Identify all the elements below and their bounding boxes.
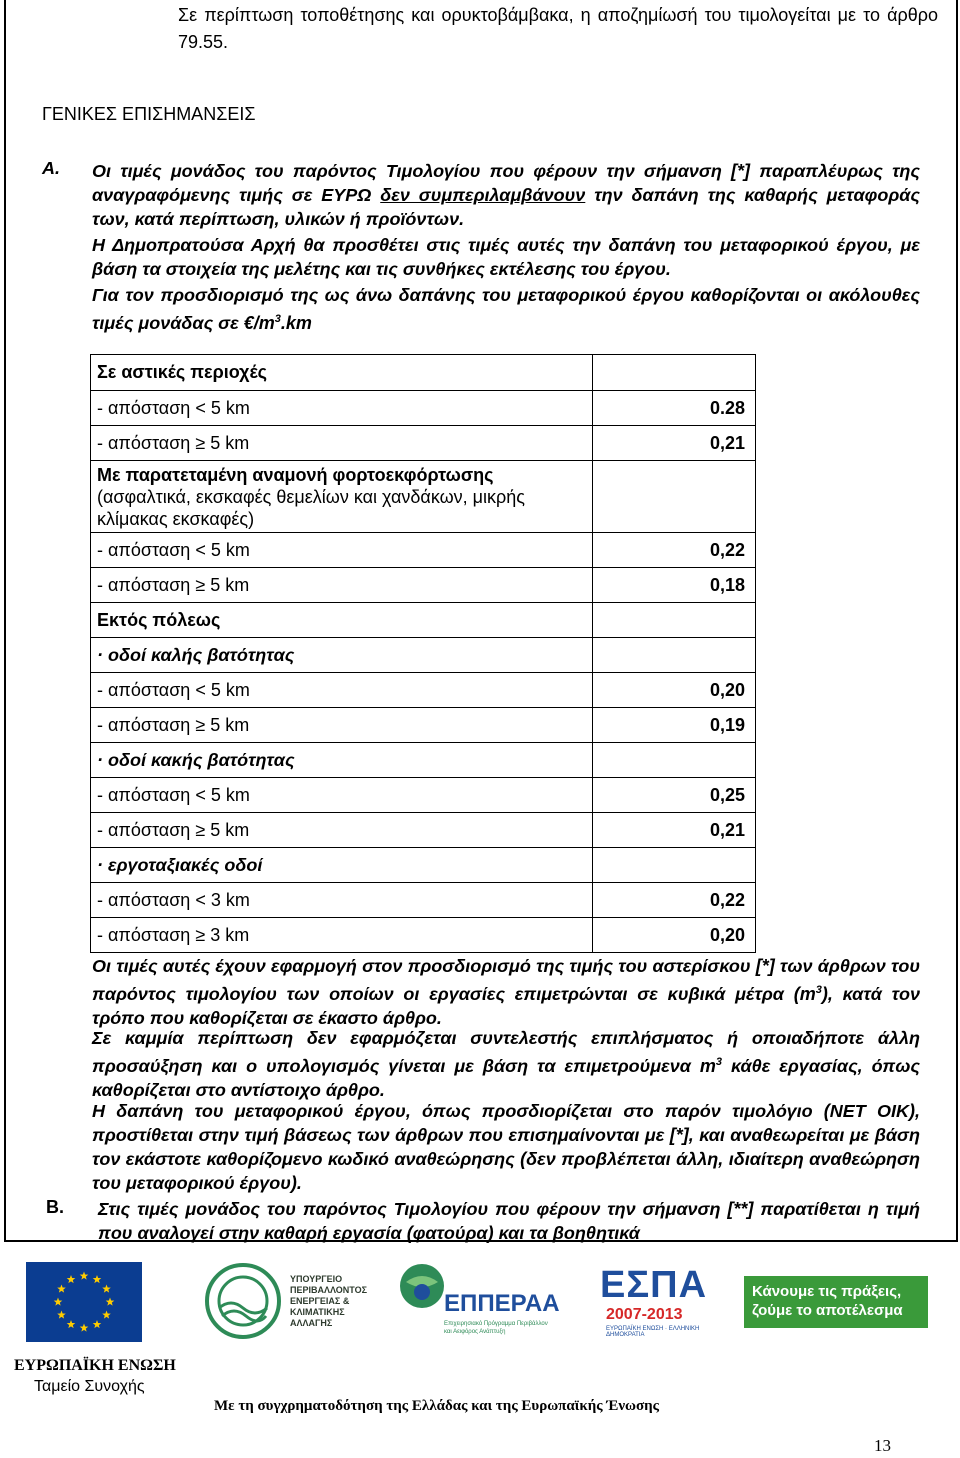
- section-a-paragraph-1: Οι τιμές μονάδος του παρόντος Τιμολογίου που φέρουν την σήμανση [*] παραπλέυρως της αναγραφόμενης τιμής σε ΕΥΡΩ δεν συμπεριλαμβάνουν την δαπάνη της καθαρής μεταφοράς των, κατά περίπτωση, υλικών ή προϊόντων.: [92, 161, 920, 229]
- table-row: [91, 461, 756, 533]
- transport-rates-table: [90, 354, 756, 953]
- environment-emblem-icon: [204, 1262, 282, 1340]
- table-row: [91, 603, 756, 638]
- page-number: 13: [874, 1436, 891, 1455]
- table-row: [91, 743, 756, 778]
- table-row: - απόσταση < 5 km 0.28: [91, 391, 756, 426]
- outside-city-label: Εκτός πόλεως: [91, 603, 593, 638]
- no-surcharge-paragraph: Σε καμμία περίπτωση δεν εφαρμόζεται συντελεστής επιπλήσματος ή οποιαδήποτε άλλη προσαύξηση και ο υπολογισμός γίνεται με βάση τα επιμετρούμενα $m^3$ κάθε εργασίας, όπως καθορίζεται στο αντίστοιχο άρθρο.: [92, 1028, 920, 1100]
- espa-title: ΕΣΠΑ: [600, 1264, 708, 1306]
- not-included-emphasis: δεν συμπεριλαμβάνουν: [380, 185, 586, 205]
- table-row: [91, 638, 756, 673]
- section-a-paragraph-3: Για τον προσδιορισμό της ως άνω δαπάνης του μεταφορικού έργου καθορίζονται οι ακόλουθες τιμές μονάδας σε $€/m^3.km$: [92, 285, 920, 333]
- espa-years: 2007-2013: [606, 1306, 683, 1323]
- section-b-letter: Β.: [46, 1197, 64, 1217]
- epperaa-subtitle: Επιχειρησιακό Πρόγραμμα Περιβάλλον και Αειφόρος Ανάπτυξη: [444, 1321, 548, 1335]
- urban-areas-label: Σε αστικές περιοχές: [91, 355, 593, 391]
- application-paragraph: Οι τιμές αυτές έχουν εφαρμογή στον προσδιορισμό της τιμής του αστερίσκου [*] των άρθρων του παρόντος τιμολογίου των οποίων οι εργασίες επιμετρώνται σε κυβικά μέτρα $(m^3)$, κατά τον τρόπο που καθορίζεται σε έκαστο άρθρο.: [92, 956, 921, 1028]
- table-row: - απόσταση ≥ 5 km 0,19: [91, 708, 756, 743]
- table-row: [91, 848, 756, 883]
- extended-wait-title: Με παρατεταμένη αναμονή φορτοεκφόρτωσης: [97, 464, 494, 485]
- general-notes-heading: ΓΕΝΙΚΕΣ ΕΠΙΣΗΜΑΝΣΕΙΣ: [42, 104, 256, 124]
- cohesion-fund-label: Ταμείο Συνοχής: [34, 1378, 145, 1395]
- table-row: - απόσταση < 5 km 0,25: [91, 778, 756, 813]
- table-row: - απόσταση ≥ 5 km 0,18: [91, 568, 756, 603]
- eu-flag-logo: [26, 1262, 142, 1340]
- section-a-paragraph-2: Η Δημοπρατούσα Αρχή θα προσθέτει στις τιμές αυτές την δαπάνη του μεταφορικού έργου, με βάση τα στοιχεία της μελέτης και τις συνθήκες εκτέλεσης του έργου.: [92, 235, 920, 279]
- espa-logo: [600, 1262, 732, 1340]
- bad-roads-label: · οδοί κακής βατότητας: [91, 743, 593, 778]
- section-b-paragraph: Στις τιμές μονάδος του παρόντος Τιμολογίου που φέρουν την σήμανση [**] παρατίθεται η τιμή που αναλογεί στην καθαρή εργασία (φατούρα) και τα βοηθητικά: [98, 1199, 920, 1243]
- table-row: - απόσταση ≥ 5 km 0,21: [91, 426, 756, 461]
- intro-paragraph: Σε περίπτωση τοποθέτησης και ορυκτοβάμβακα, η αποζημίωσή του τιμολογείται με το άρθρο 79.55.: [178, 5, 938, 52]
- good-roads-label: · οδοί καλής βατότητας: [91, 638, 593, 673]
- section-a-letter: Α.: [42, 158, 60, 178]
- cofinancing-statement: Με τη συγχρηματοδότηση της Ελλάδας και της Ευρωπαϊκής Ένωσης: [214, 1398, 660, 1414]
- table-row: - απόσταση < 5 km 0,20: [91, 673, 756, 708]
- site-roads-label: · εργοταξιακές οδοί: [91, 848, 593, 883]
- eu-flag-icon: [26, 1262, 142, 1342]
- slogan-banner: Κάνουμε τις πράξεις, ζούμε το αποτέλεσμα: [744, 1276, 928, 1328]
- table-row: - απόσταση < 5 km 0,22: [91, 533, 756, 568]
- table-row: - απόσταση ≥ 5 km 0,21: [91, 813, 756, 848]
- globe-icon: [398, 1262, 446, 1310]
- ministry-name: ΥΠΟΥΡΓΕΙΟ ΠΕΡΙΒΑΛΛΟΝΤΟΣ ΕΝΕΡΓΕΙΑΣ & ΚΛΙΜΑΤΙΚΗΣ ΑΛΛΑΓΗΣ: [290, 1274, 368, 1328]
- epperaa-logo: [398, 1262, 560, 1340]
- revision-paragraph: Η δαπάνη του μεταφορικού έργου, όπως προσδιορίζεται στο παρόν τιμολόγιο (ΝΕΤ ΟΙΚ), προστίθεται στην τιμή βάσεως των άρθρων που επισημαίνονται με [*], και αναθεωρείται με βάση τον εκάστοτε καθορίζομενο κωδικό αναθεώρησης (δεν προβλέπεται άλλη, ιδιαίτερη αναθεώρηση του μεταφορικού έργου).: [92, 1101, 920, 1193]
- table-row: - απόσταση < 3 km 0,22: [91, 883, 756, 918]
- table-row: - απόσταση ≥ 3 km 0,20: [91, 918, 756, 953]
- ministry-logo: [204, 1262, 380, 1340]
- extended-wait-description: (ασφαλτικά, εκσκαφές θεμελίων και χανδάκων, μικρής κλίμακας εκσκαφές): [97, 486, 525, 529]
- epperaa-title: ΕΠΠΕΡΑΑ: [444, 1290, 560, 1317]
- espa-subtitle: ΕΥΡΩΠΑΪΚΗ ΕΝΩΣΗ · ΕΛΛΗΝΙΚΗ ΔΗΜΟΚΡΑΤΙΑ: [606, 1326, 700, 1338]
- eu-title: ΕΥΡΩΠΑΪΚΗ ΕΝΩΣΗ: [14, 1357, 176, 1374]
